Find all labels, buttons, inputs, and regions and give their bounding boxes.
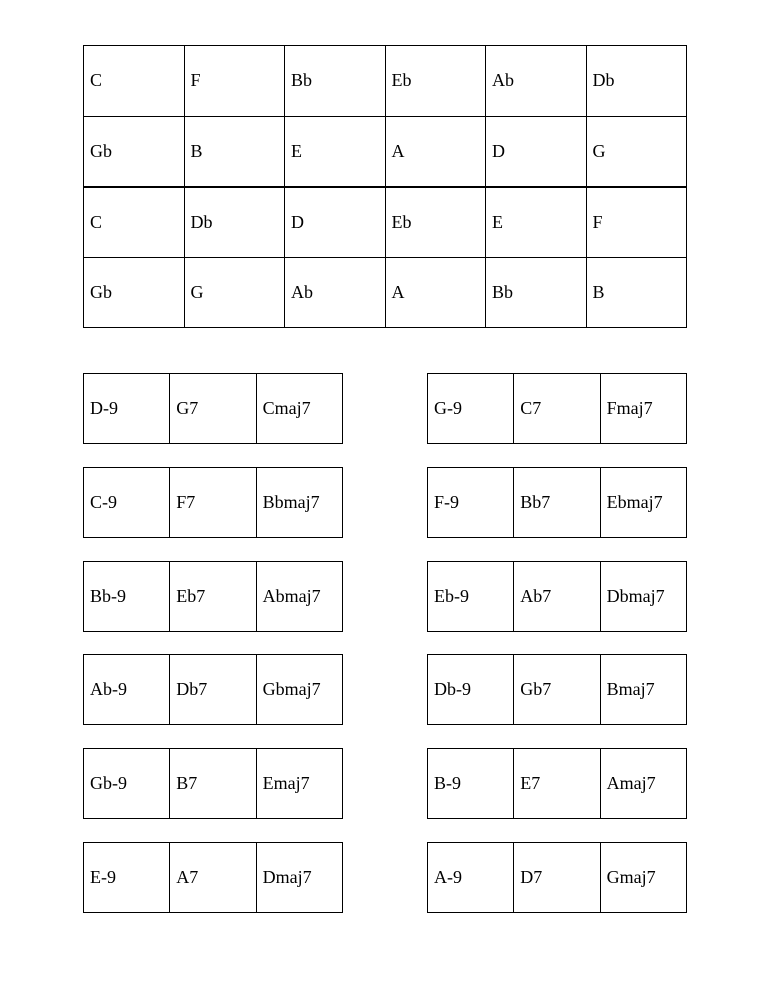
key-cell: C bbox=[84, 187, 185, 258]
progression-row bbox=[84, 843, 343, 913]
key-cell: B bbox=[586, 257, 687, 328]
key-cell: C bbox=[84, 46, 185, 117]
chord-cell: Ab7 bbox=[514, 562, 600, 632]
progression-row bbox=[428, 468, 687, 538]
chord-cell: A-9 bbox=[428, 843, 514, 913]
key-cell: D bbox=[486, 116, 587, 187]
chord-cell: Amaj7 bbox=[600, 749, 686, 819]
key-grid-table bbox=[83, 45, 687, 328]
key-cell: A bbox=[385, 116, 486, 187]
chord-cell: D7 bbox=[514, 843, 600, 913]
progression-box bbox=[83, 842, 343, 913]
key-cell: E bbox=[486, 187, 587, 258]
chord-cell: E-9 bbox=[84, 843, 170, 913]
key-cell: Db bbox=[184, 187, 285, 258]
chord-cell: Db-9 bbox=[428, 655, 514, 725]
key-cell: Eb bbox=[385, 46, 486, 117]
chord-cell: G7 bbox=[170, 374, 256, 444]
chord-cell: A7 bbox=[170, 843, 256, 913]
key-cell: G bbox=[184, 257, 285, 328]
progression-box bbox=[83, 373, 343, 444]
key-cell: Eb bbox=[385, 187, 486, 258]
chord-cell: Ebmaj7 bbox=[600, 468, 686, 538]
chord-cell: Bb-9 bbox=[84, 562, 170, 632]
progression-box bbox=[83, 561, 343, 632]
key-cell: B bbox=[184, 116, 285, 187]
chord-cell: B-9 bbox=[428, 749, 514, 819]
chord-cell: C-9 bbox=[84, 468, 170, 538]
progression-box bbox=[427, 654, 687, 725]
chord-cell: Eb-9 bbox=[428, 562, 514, 632]
chord-cell: Bb7 bbox=[514, 468, 600, 538]
chord-cell: Gbmaj7 bbox=[256, 655, 342, 725]
progression-row bbox=[84, 562, 343, 632]
chord-cell: Gb7 bbox=[514, 655, 600, 725]
key-cell: Ab bbox=[285, 257, 386, 328]
progression-box bbox=[427, 842, 687, 913]
key-grid-row bbox=[84, 116, 687, 187]
key-cell: A bbox=[385, 257, 486, 328]
key-cell: G bbox=[586, 116, 687, 187]
progression-row bbox=[428, 749, 687, 819]
key-cell: Bb bbox=[486, 257, 587, 328]
progression-box bbox=[83, 748, 343, 819]
key-cell: E bbox=[285, 116, 386, 187]
chord-cell: C7 bbox=[514, 374, 600, 444]
key-cell: Bb bbox=[285, 46, 386, 117]
chord-cell: Emaj7 bbox=[256, 749, 342, 819]
chord-cell: Db7 bbox=[170, 655, 256, 725]
key-cell: Db bbox=[586, 46, 687, 117]
key-grid-row bbox=[84, 187, 687, 258]
chord-cell: Eb7 bbox=[170, 562, 256, 632]
key-cell: Gb bbox=[84, 116, 185, 187]
progression-box bbox=[427, 748, 687, 819]
progression-row bbox=[84, 749, 343, 819]
chord-cell: Gb-9 bbox=[84, 749, 170, 819]
chord-cell: D-9 bbox=[84, 374, 170, 444]
chord-cell: Dmaj7 bbox=[256, 843, 342, 913]
progression-box bbox=[427, 467, 687, 538]
chord-cell: F-9 bbox=[428, 468, 514, 538]
chord-cell: G-9 bbox=[428, 374, 514, 444]
chord-cell: Bbmaj7 bbox=[256, 468, 342, 538]
progression-row bbox=[84, 655, 343, 725]
chord-cell: B7 bbox=[170, 749, 256, 819]
key-grid-row bbox=[84, 257, 687, 328]
chord-cell: Ab-9 bbox=[84, 655, 170, 725]
chord-cell: Abmaj7 bbox=[256, 562, 342, 632]
key-cell: F bbox=[586, 187, 687, 258]
chord-cell: Fmaj7 bbox=[600, 374, 686, 444]
progression-box bbox=[83, 467, 343, 538]
progression-row bbox=[428, 843, 687, 913]
key-cell: F bbox=[184, 46, 285, 117]
chord-cell: Bmaj7 bbox=[600, 655, 686, 725]
chord-cell: Gmaj7 bbox=[600, 843, 686, 913]
progression-box bbox=[427, 373, 687, 444]
progression-box bbox=[427, 561, 687, 632]
key-cell: Gb bbox=[84, 257, 185, 328]
chord-cell: Cmaj7 bbox=[256, 374, 342, 444]
progression-row bbox=[428, 374, 687, 444]
progression-box bbox=[83, 654, 343, 725]
chord-cell: E7 bbox=[514, 749, 600, 819]
chord-cell: F7 bbox=[170, 468, 256, 538]
progression-row bbox=[428, 655, 687, 725]
key-grid-row bbox=[84, 46, 687, 117]
key-cell: Ab bbox=[486, 46, 587, 117]
progression-row bbox=[84, 468, 343, 538]
key-cell: D bbox=[285, 187, 386, 258]
progression-row bbox=[84, 374, 343, 444]
progression-row bbox=[428, 562, 687, 632]
chord-cell: Dbmaj7 bbox=[600, 562, 686, 632]
